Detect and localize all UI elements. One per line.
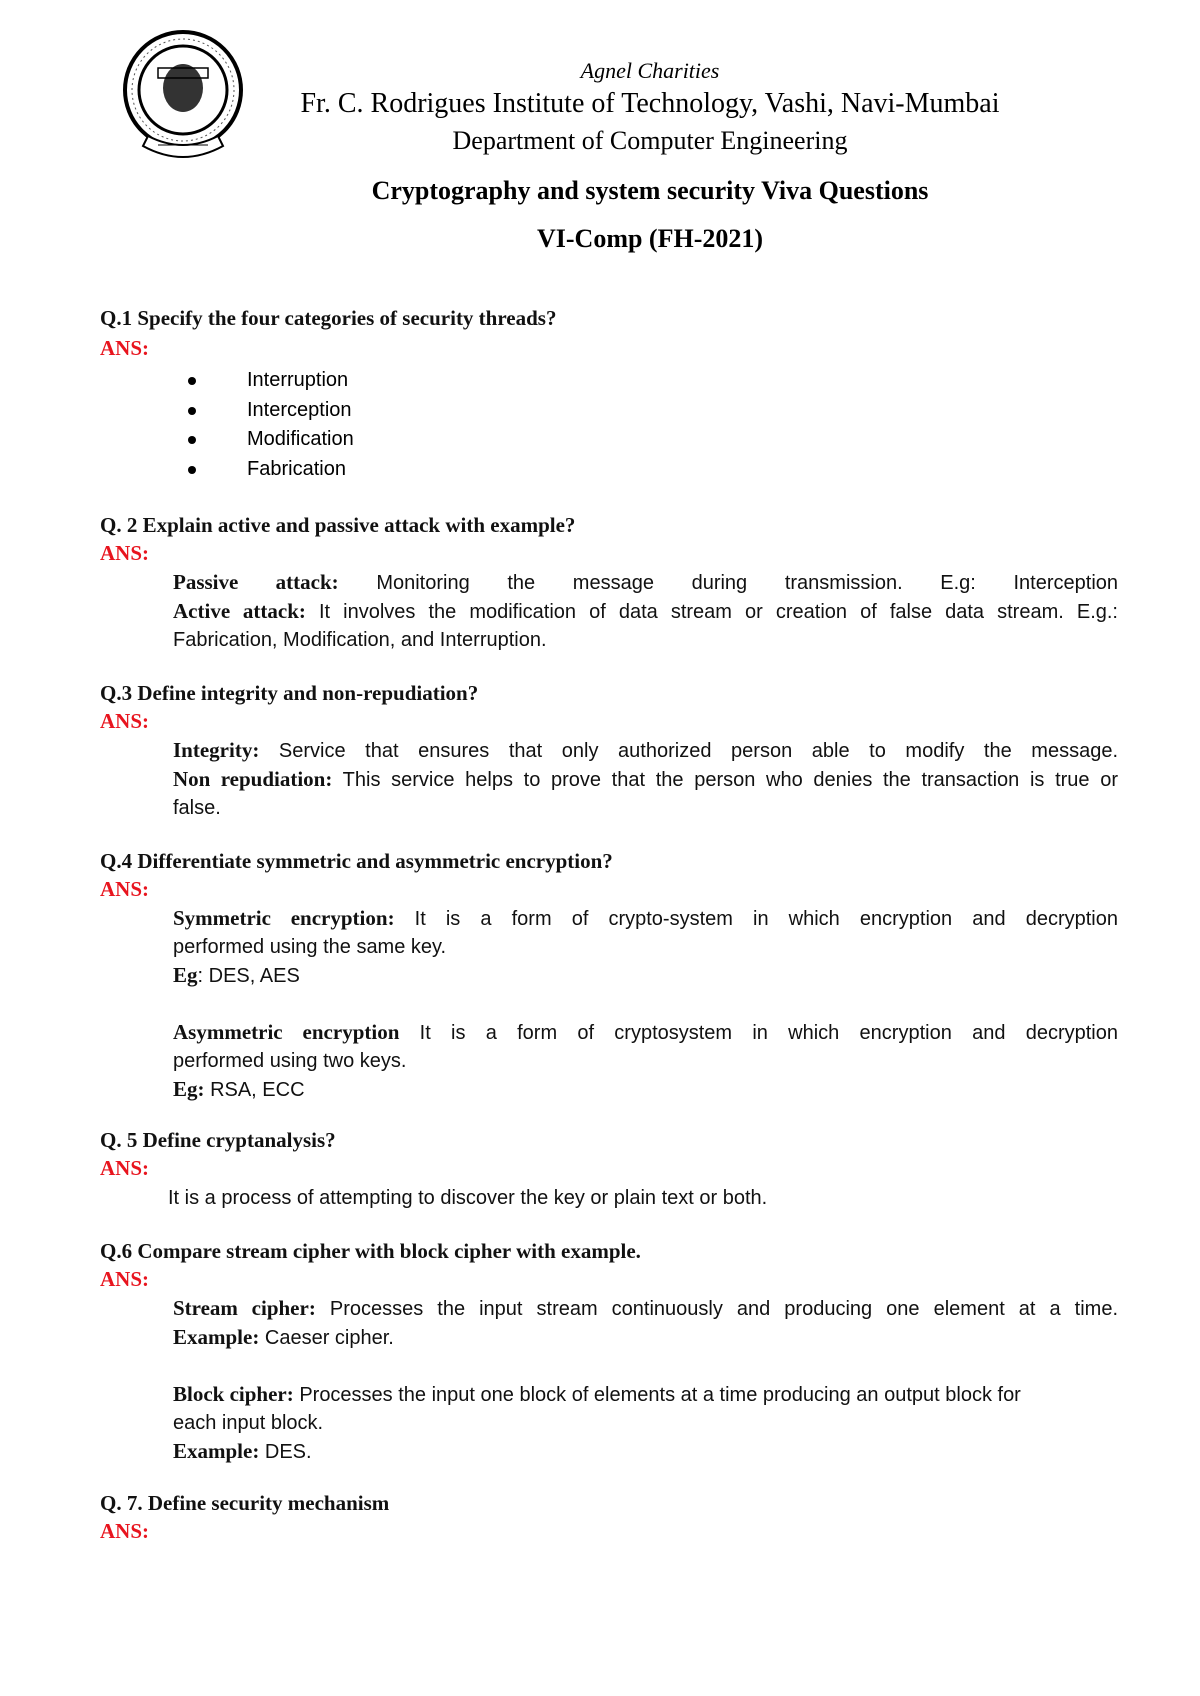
answer-3: Integrity: Service that ensures that only authorized person able to modify the message. Non repudiation: This service helps to prove that the person who denies the transaction is true or false.	[173, 738, 1118, 819]
active-attack-line: Active attack: It involves the modification of data stream or creation of false data stream. E.g.:	[173, 599, 1118, 623]
question-1: Q.1 Specify the four categories of security threads?	[100, 306, 557, 330]
question-5: Q. 5 Define cryptanalysis?	[100, 1128, 336, 1152]
list-item: Modification	[0, 425, 354, 455]
answer-5: It is a process of attempting to discover the key or plain text or both.	[168, 1187, 768, 1209]
page-subtitle: VI-Comp (FH-2021)	[536, 224, 764, 253]
stream-cipher-example: Example: Caeser cipher.	[173, 1325, 394, 1349]
question-4: Q.4 Differentiate symmetric and asymmetric encryption?	[100, 849, 613, 873]
question-3: Q.3 Define integrity and non-repudiation?	[100, 681, 479, 705]
list-item: Interception	[0, 396, 354, 426]
symmetric-example: Eg: DES, AES	[173, 963, 300, 987]
answer-6: Stream cipher: Processes the input stream continuously and producing one element at a time. Example: Caeser cipher. Block cipher: Processes the input one block of elements at a time producing an output block for each input block. Example: DES.	[173, 1294, 1118, 1466]
list-item: Interruption	[0, 366, 354, 396]
question-6: Q.6 Compare stream cipher with block cipher with example.	[100, 1239, 641, 1263]
stream-cipher-line: Stream cipher: Processes the input stream continuously and producing one element at a time.	[173, 1296, 1119, 1320]
answer-label-5: ANS:	[100, 1156, 150, 1180]
asymmetric-example: Eg: RSA, ECC	[173, 1077, 305, 1101]
org-name: Agnel Charities	[580, 58, 720, 83]
answer-label-3: ANS:	[100, 709, 150, 733]
passive-attack-line: Passive attack: Monitoring the message during transmission. E.g: Interception	[173, 570, 1119, 594]
page-title: Cryptography and system security Viva Questions	[371, 176, 929, 205]
institute-name: Fr. C. Rodrigues Institute of Technology, Vashi, Navi-Mumbai	[300, 88, 1000, 119]
question-2: Q. 2 Explain active and passive attack with example?	[100, 513, 576, 537]
answer-2: Passive attack: Monitoring the message during transmission. E.g: Interception Active attack: It involves the modification of data stream or creation of false data stream. E.g.: Fabrication, Modification, and Interruption.	[173, 570, 1119, 651]
answer-label-6: ANS:	[100, 1267, 150, 1291]
block-cipher-line: Block cipher: Processes the input one block of elements at a time producing an output block for	[173, 1382, 1021, 1406]
threat-list	[0, 366, 354, 484]
symmetric-line: Symmetric encryption: It is a form of crypto-system in which encryption and decryption	[173, 906, 1118, 930]
asymmetric-line: Asymmetric encryption It is a form of cryptosystem in which encryption and decryption	[173, 1020, 1118, 1044]
list-item: Fabrication	[0, 455, 354, 485]
answer-label-4: ANS:	[100, 877, 150, 901]
answer-label-1: ANS:	[100, 336, 150, 360]
integrity-line: Integrity: Service that ensures that only authorized person able to modify the message.	[173, 738, 1118, 762]
answer-4: Symmetric encryption: It is a form of crypto-system in which encryption and decryption performed using the same key. Eg: DES, AES Asymmetric encryption It is a form of cryptosystem in which encryption and decryption performed using two keys. Eg: RSA, ECC	[173, 904, 1118, 1104]
block-cipher-example: Example: DES.	[173, 1439, 312, 1463]
non-repudiation-line: Non repudiation: This service helps to prove that the person who denies the transaction is true or	[173, 767, 1118, 791]
answer-label-2: ANS:	[100, 541, 150, 565]
question-7: Q. 7. Define security mechanism	[100, 1491, 390, 1515]
department-name: Department of Computer Engineering	[452, 126, 848, 155]
answer-label-7: ANS:	[100, 1519, 150, 1543]
